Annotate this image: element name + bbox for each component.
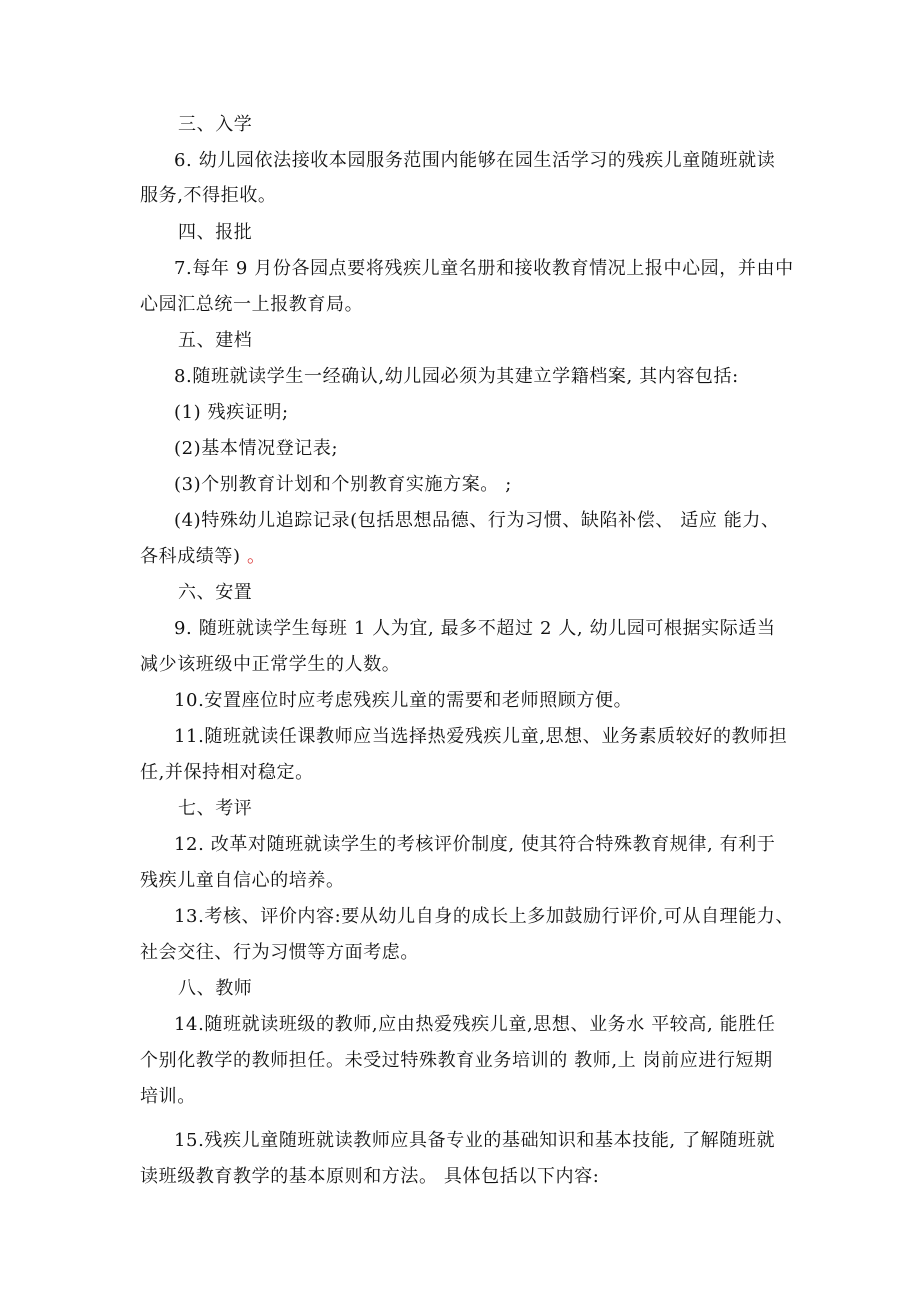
list-item: (2)基本情况登记表; [174, 438, 339, 459]
paragraph-line: 10.安置座位时应考虑残疾儿童的需要和老师照顾方便。 [174, 690, 633, 711]
section-heading: 三、入学 [178, 114, 253, 135]
paragraph-line: 11.随班就读任课教师应当选择热爱残疾儿童,思想、业务素质较好的教师担 [174, 726, 788, 747]
paragraph-line: 9. 随班就读学生每班 1 人为宜, 最多不超过 2 人, 幼儿园可根据实际适当 [174, 618, 776, 639]
paragraph-line: 8.随班就读学生一经确认,幼儿园必须为其建立学籍档案, 其内容包括: [174, 366, 739, 387]
paragraph-line: 7.每年 9 月份各园点要将残疾儿童名册和接收教育情况上报中心园，并由中 [174, 258, 794, 279]
section-heading: 六、安置 [178, 582, 253, 603]
section-heading: 八、教师 [178, 978, 253, 999]
list-item: (1) 残疾证明; [174, 402, 289, 423]
paragraph-line: 心园汇总统一上报教育局。 [140, 294, 364, 315]
paragraph-line: 培训。 [140, 1086, 196, 1107]
paragraph-line-with-mark [140, 545, 266, 569]
list-item: (3)个别教育计划和个别教育实施方案。 ; [174, 474, 512, 495]
section-heading: 四、报批 [178, 222, 253, 243]
paragraph-line: 12. 改革对随班就读学生的考核评价制度, 使其符合特殊教育规律, 有利于 [174, 834, 776, 855]
paragraph-line: 各科成绩等) [140, 546, 241, 567]
red-period-mark: 。 [246, 546, 266, 567]
list-item: (4)特殊幼儿追踪记录(包括思想品德、行为习惯、缺陷补偿、 适应 能力、 [174, 510, 780, 531]
paragraph-line: 14.随班就读班级的教师,应由热爱残疾儿童,思想、业务水 平较高, 能胜任 [174, 1014, 776, 1035]
paragraph-line: 个别化教学的教师担任。未受过特殊教育业务培训的 教师,上 岗前应进行短期 [140, 1050, 773, 1071]
paragraph-line: 6. 幼儿园依法接收本园服务范围内能够在园生活学习的残疾儿童随班就读 [174, 150, 776, 171]
paragraph-line: 社会交往、行为习惯等方面考虑。 [140, 942, 419, 963]
paragraph-line: 任,并保持相对稳定。 [140, 762, 314, 783]
section-heading: 五、建档 [178, 330, 253, 351]
paragraph-line: 读班级教育教学的基本原则和方法。 具体包括以下内容: [140, 1166, 600, 1187]
paragraph-line: 服务,不得拒收。 [140, 185, 277, 206]
paragraph-line: 13.考核、评价内容:要从幼儿自身的成长上多加鼓励行评价,可从自理能力、 [174, 906, 795, 927]
paragraph-line: 15.残疾儿童随班就读教师应具备专业的基础知识和基本技能, 了解随班就 [174, 1130, 776, 1151]
paragraph-line: 残疾儿童自信心的培养。 [140, 870, 345, 891]
paragraph-line: 减少该班级中正常学生的人数。 [140, 654, 401, 675]
section-heading: 七、考评 [178, 798, 253, 819]
